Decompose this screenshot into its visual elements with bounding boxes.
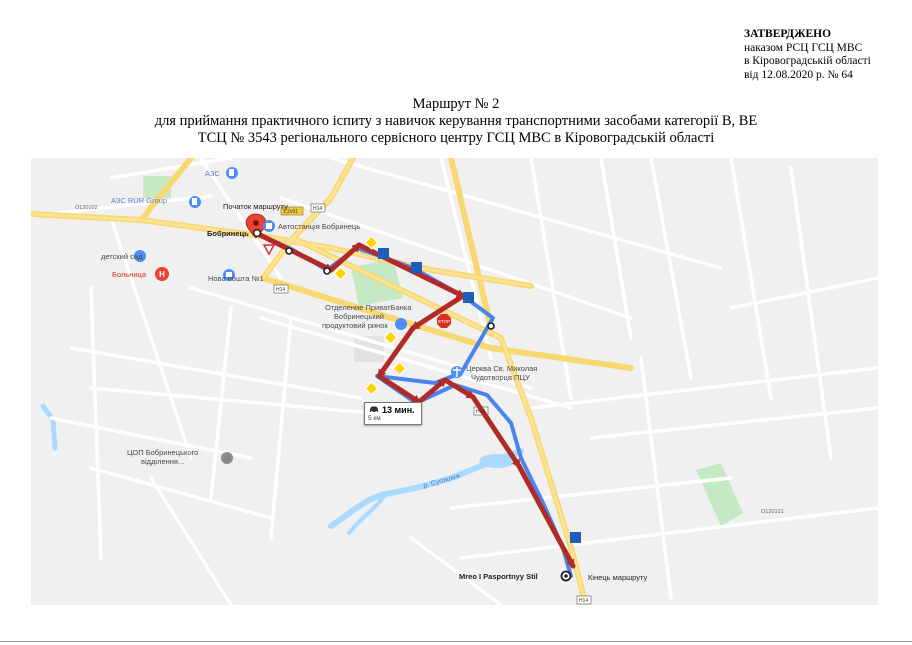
road-code-label: Н14 <box>579 598 589 604</box>
road-code-label: Н14 <box>476 409 486 415</box>
gas-station-label: АЗС <box>205 169 220 178</box>
map-labels <box>75 169 784 604</box>
road-code-label: Н14 <box>313 206 323 212</box>
poi-tsop-icon[interactable] <box>221 452 233 464</box>
bus-station-label: Автостанція Бобринець <box>278 222 361 231</box>
end-place-label: Mreo I Pasportnyy Stil <box>459 572 538 581</box>
approval-stamp <box>744 28 871 82</box>
route-number-title: Маршрут № 2 <box>412 96 500 112</box>
town-label: Бобринець <box>207 229 249 238</box>
road-code-label: 1,2v01 <box>283 209 299 215</box>
svg-text:H: H <box>159 270 165 279</box>
travel-distance: 5 км <box>368 415 381 422</box>
travel-time: 13 мин. <box>382 405 415 415</box>
market-label: продуктовий ринок <box>322 321 388 330</box>
poi-church-icon[interactable] <box>451 366 463 378</box>
map-canvas[interactable] <box>31 158 878 605</box>
service-center-title: ТСЦ № 3543 регіонального сервісного центру ГСЦ МВС в Кіровоградській області <box>197 130 715 146</box>
route-map[interactable] <box>31 158 878 605</box>
river <box>43 406 55 448</box>
church-label: Церква Св. Миколая <box>466 364 538 373</box>
hospital-label: Больница <box>112 270 147 279</box>
route-purpose-title: для приймання практичного іспиту з навичок керування транспортними засобами категорії В, ВЕ <box>154 113 758 129</box>
road-code-label: О120101 <box>761 509 784 515</box>
gas-station-rur-label: АЗС RUR Group <box>111 196 168 205</box>
poi-gas-icon[interactable] <box>189 196 201 208</box>
poi-bus-icon[interactable] <box>263 220 275 232</box>
route-start-label: Початок маршруту <box>223 202 288 211</box>
approval-heading: ЗАТВЕРДЖЕНО <box>744 28 832 40</box>
document-title-block <box>0 96 912 147</box>
church-label: Чудотворця ПЦУ <box>471 373 530 382</box>
road-code-label: Н14 <box>276 287 286 293</box>
park-area <box>696 463 743 526</box>
tsop-label: відділення... <box>141 457 185 466</box>
market-label: Бобринецький <box>334 312 384 321</box>
road-code-label: О120102 <box>75 205 98 211</box>
stop-sign-text: STOP <box>437 319 451 324</box>
approval-line: наказом РСЦ ГСЦ МВС <box>744 41 863 54</box>
page-bottom-rule <box>0 641 912 642</box>
kindergarten-label: детский сад <box>101 252 143 261</box>
stop-sign <box>437 314 451 328</box>
approval-line: в Кіровоградській області <box>744 55 871 67</box>
privatbank-label: Отделение ПриватБанка <box>325 303 412 312</box>
route-end-label: Кінець маршруту <box>588 573 648 582</box>
poi-bank-icon[interactable] <box>395 318 407 330</box>
nova-poshta-label: Нова пошта №1 <box>208 274 264 283</box>
river-label: р. Сугоклея <box>422 472 461 490</box>
car-icon <box>369 406 379 413</box>
approval-line: від 12.08.2020 р. № 64 <box>744 68 853 81</box>
tsop-label: ЦОП Бобринецького <box>127 448 199 457</box>
poi-hospital-icon[interactable] <box>155 267 169 281</box>
poi-gas-icon[interactable] <box>226 167 238 179</box>
travel-time-card[interactable] <box>364 402 422 425</box>
end-pin[interactable] <box>562 572 571 581</box>
